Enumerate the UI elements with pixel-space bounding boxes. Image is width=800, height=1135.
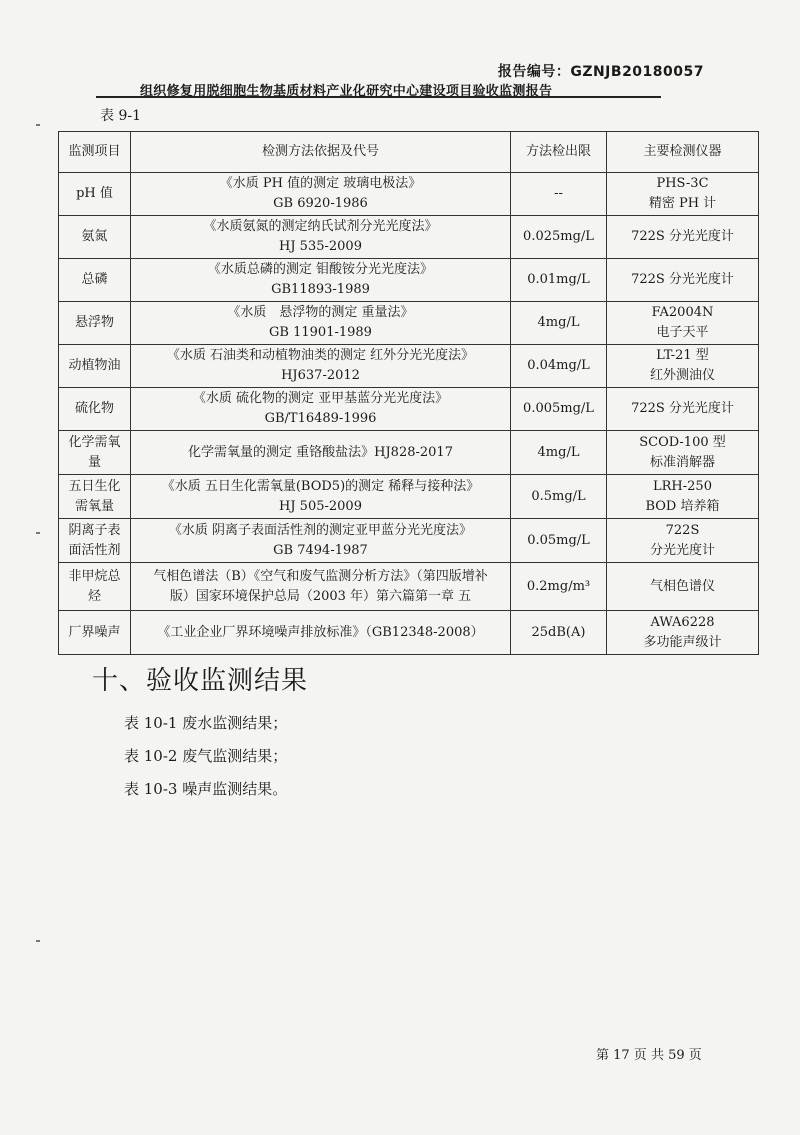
limit-cell: 25dB(A) [511, 611, 607, 655]
method-cell [131, 431, 511, 475]
method-cell [131, 173, 511, 216]
limit-cell: 4mg/L [511, 302, 607, 345]
method-cell [131, 388, 511, 431]
item-cell-line: 需氧量 [74, 498, 114, 514]
instrument-cell-line: 精密 PH 计 [648, 196, 717, 211]
method-cell-line: 《水质 PH 值的测定 玻璃电极法》 [219, 176, 422, 191]
item-cell [59, 216, 131, 259]
table-row [59, 173, 759, 216]
instrument-cell-line: 红外测油仪 [649, 368, 715, 383]
instrument-cell [607, 388, 759, 431]
item-cell-line: 烃 [87, 588, 101, 604]
table-row [59, 611, 759, 655]
method-cell [131, 611, 511, 655]
method-cell-line: 《水质 石油类和动植物油类的测定 红外分光光度法》 [166, 348, 475, 363]
table-row [59, 519, 759, 563]
method-cell-line: GB 6920-1986 [273, 196, 368, 211]
item-cell-line: 动植物油 [68, 358, 121, 373]
limit-cell: 0.005mg/L [511, 388, 607, 431]
instrument-cell [607, 611, 759, 655]
instrument-cell-line: FA2004N [651, 305, 714, 320]
method-cell-line: HJ 505-2009 [279, 498, 362, 514]
method-cell [131, 345, 511, 388]
scan-speck [36, 124, 40, 126]
table-row [59, 216, 759, 259]
instrument-cell [607, 519, 759, 563]
method-cell-line: 气相色谱法（B）《空气和废气监测分析方法》（第四版增补 [153, 568, 488, 584]
table-row [59, 563, 759, 611]
item-cell-line: 非甲烷总 [68, 568, 121, 584]
scan-speck [36, 532, 40, 534]
method-cell [131, 519, 511, 563]
instrument-cell-line: SCOD-100 型 [639, 434, 726, 450]
method-cell-line: GB 11901-1989 [269, 325, 372, 340]
item-cell [59, 345, 131, 388]
instrument-cell-line: BOD 培养箱 [645, 498, 720, 514]
limit-cell: 0.01mg/L [511, 259, 607, 302]
instrument-cell-line: 722S 分光光度计 [631, 401, 734, 416]
method-cell-line: HJ637-2012 [281, 368, 360, 383]
method-cell [131, 259, 511, 302]
method-cell-line: 《工业企业厂界环境噪声排放标准》（GB12348-2008） [157, 624, 484, 640]
header-divider [96, 96, 661, 98]
instrument-cell [607, 345, 759, 388]
method-cell [131, 563, 511, 611]
instrument-cell-line: 电子天平 [656, 325, 709, 340]
table-caption: 表 9-1 [100, 108, 141, 124]
item-cell [59, 388, 131, 431]
limit-cell: 0.5mg/L [511, 475, 607, 519]
limit-cell: 0.05mg/L [511, 519, 607, 563]
column-header: 监测项目 [59, 132, 131, 173]
item-cell [59, 475, 131, 519]
limit-cell: 4mg/L [511, 431, 607, 475]
item-cell [59, 519, 131, 563]
table-body [59, 173, 759, 655]
instrument-cell-line: 722S 分光光度计 [631, 272, 734, 287]
item-cell-line: 硫化物 [74, 401, 114, 416]
limit-cell: 0.2mg/m³ [511, 563, 607, 611]
report-number: 报告编号：GZNJB20180057 [497, 64, 704, 80]
method-cell [131, 475, 511, 519]
scan-speck [36, 940, 40, 942]
method-cell-line: 版）国家环境保护总局（2003 年）第六篇第一章 五 [169, 588, 472, 604]
instrument-cell [607, 302, 759, 345]
limit-cell: -- [511, 173, 607, 216]
method-cell-line: 《水质 阴离子表面活性剂的测定亚甲蓝分光光度法》 [168, 522, 473, 538]
limit-cell: 0.025mg/L [511, 216, 607, 259]
method-cell-line: 《水质 五日生化需氧量(BOD5)的测定 稀释与接种法》 [161, 478, 480, 494]
result-list [124, 712, 287, 811]
instrument-cell [607, 475, 759, 519]
item-cell-line: 化学需氧 [68, 434, 121, 450]
instrument-cell [607, 216, 759, 259]
instrument-cell [607, 259, 759, 302]
item-cell-line: 氨氮 [81, 229, 108, 244]
item-cell [59, 259, 131, 302]
table-row [59, 345, 759, 388]
item-cell [59, 563, 131, 611]
method-cell [131, 302, 511, 345]
table-header-row [59, 132, 759, 173]
item-cell-line: 总磷 [81, 272, 108, 287]
list-item: 表 10-1 废水监测结果； [124, 714, 288, 732]
item-cell-line: 悬浮物 [74, 315, 114, 330]
method-cell-line: 《水质 悬浮物的测定 重量法》 [227, 305, 414, 320]
list-item: 表 10-3 噪声监测结果。 [124, 780, 288, 798]
instrument-cell-line: 722S 分光光度计 [631, 229, 734, 244]
method-cell-line: 化学需氧量的测定 重铬酸盐法》HJ828-2017 [188, 444, 453, 460]
method-cell [131, 216, 511, 259]
method-cell-line: GB11893-1989 [271, 282, 370, 297]
item-cell [59, 431, 131, 475]
item-cell-line: pH 值 [76, 186, 113, 201]
report-header-title: 组织修复用脱细胞生物基质材料产业化研究中心建设项目验收监测报告 [140, 84, 553, 99]
column-header: 方法检出限 [511, 132, 607, 173]
item-cell [59, 611, 131, 655]
instrument-cell [607, 431, 759, 475]
list-item: 表 10-2 废气监测结果； [124, 747, 288, 765]
instrument-cell [607, 173, 759, 216]
instrument-cell-line: LT-21 型 [656, 348, 709, 363]
item-cell-line: 厂界噪声 [68, 624, 121, 640]
table-row [59, 431, 759, 475]
table-row [59, 259, 759, 302]
instrument-cell-line: 标准消解器 [649, 454, 715, 470]
item-cell [59, 173, 131, 216]
method-cell-line: 《水质总磷的测定 钼酸铵分光光度法》 [207, 262, 434, 277]
instrument-cell-line: 722S [665, 522, 700, 538]
instrument-cell [607, 563, 759, 611]
instrument-cell-line: LRH-250 [653, 478, 712, 494]
instrument-cell-line: 多功能声级计 [643, 634, 722, 650]
section-heading: 十、验收监测结果 [92, 666, 309, 696]
table-row [59, 475, 759, 519]
table-row [59, 388, 759, 431]
method-cell-line: 《水质 硫化物的测定 亚甲基蓝分光光度法》 [192, 391, 449, 406]
table-row [59, 302, 759, 345]
item-cell [59, 302, 131, 345]
method-cell-line: GB 7494-1987 [273, 542, 368, 558]
limit-cell: 0.04mg/L [511, 345, 607, 388]
item-cell-line: 量 [87, 454, 101, 470]
method-cell-line: 《水质氨氮的测定纳氏试剂分光光度法》 [203, 219, 438, 234]
item-cell-line: 五日生化 [68, 478, 121, 494]
method-cell-line: GB/T16489-1996 [264, 411, 377, 426]
column-header: 检测方法依据及代号 [131, 132, 511, 173]
instrument-cell-line: PHS-3C [656, 176, 709, 191]
item-cell-line: 面活性剂 [68, 542, 121, 558]
instrument-cell-line: 分光光度计 [649, 542, 715, 558]
instrument-cell-line: 气相色谱仪 [649, 578, 715, 594]
instrument-cell-line: AWA6228 [650, 614, 715, 630]
method-cell-line: HJ 535-2009 [279, 239, 362, 254]
monitoring-methods-table [58, 131, 759, 655]
page-number: 第 17 页 共 59 页 [596, 1048, 702, 1063]
item-cell-line: 阴离子表 [68, 522, 121, 538]
column-header: 主要检测仪器 [607, 132, 759, 173]
